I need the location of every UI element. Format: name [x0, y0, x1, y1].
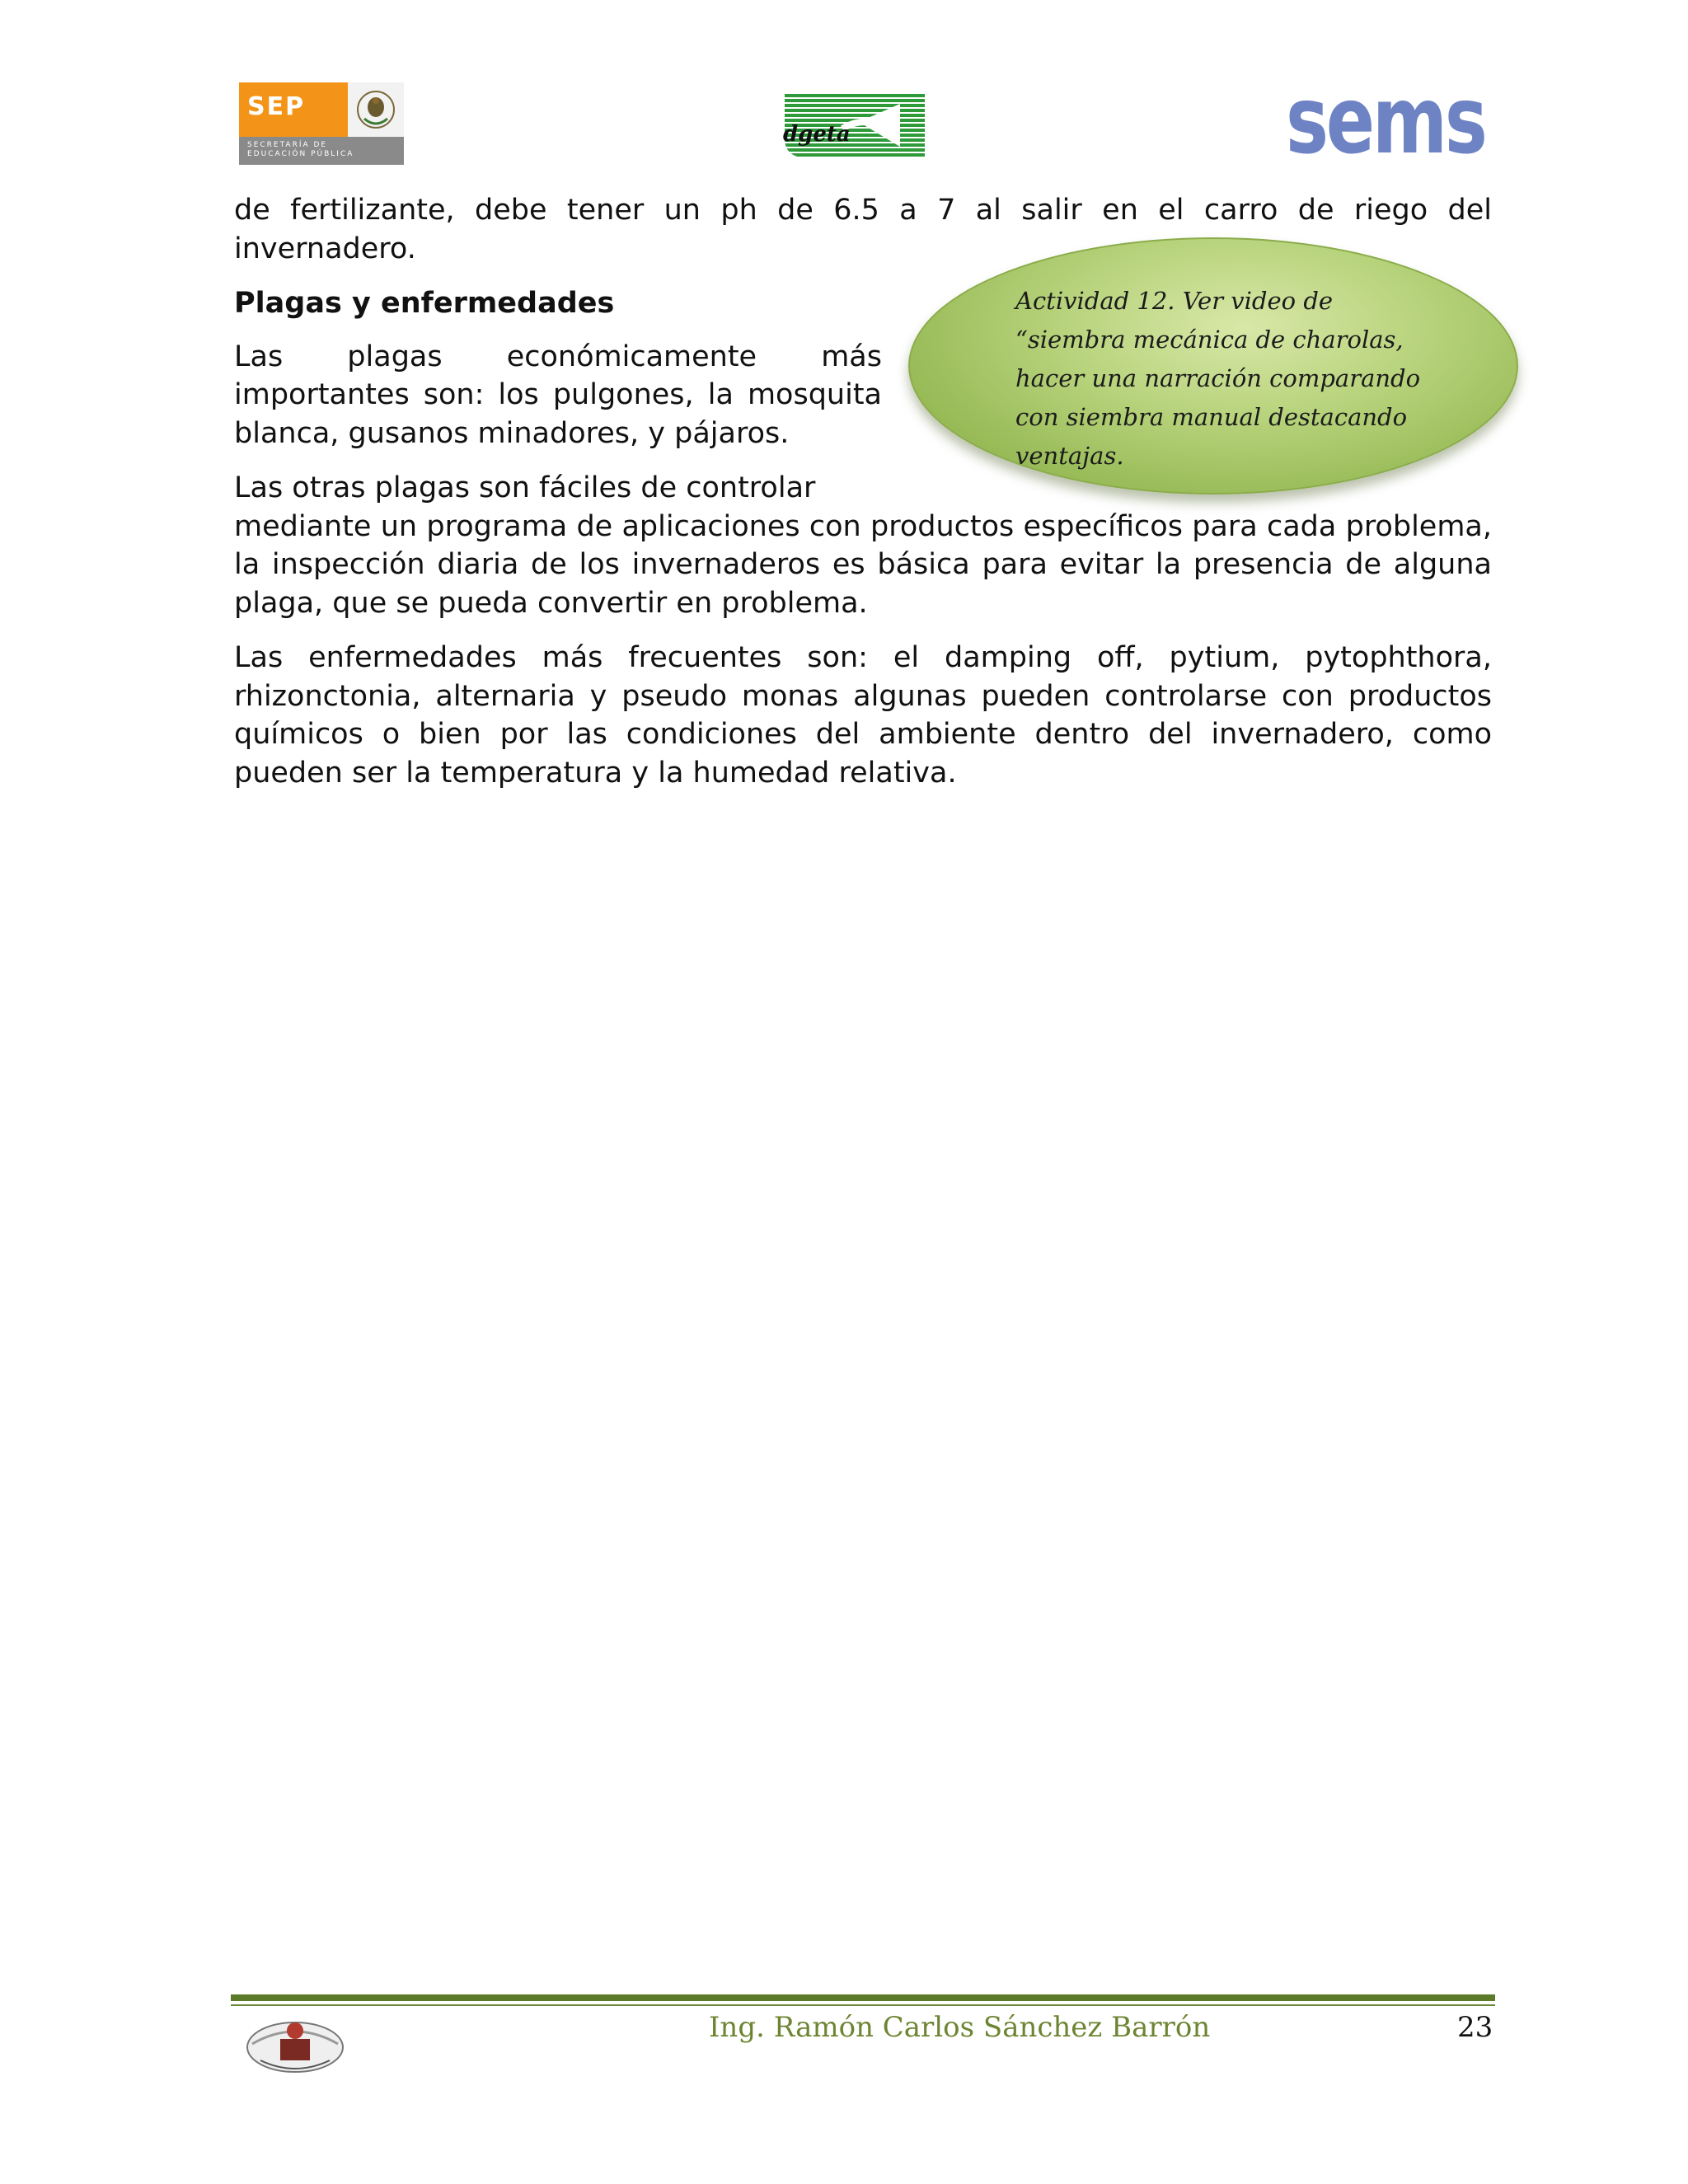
mexico-coat-of-arms-icon — [348, 82, 404, 137]
paragraph-other-pests-lead: Las otras plagas son fáciles de controlar — [234, 471, 816, 504]
paragraph-fertilizer: de fertilizante, debe tener un ph de 6.5 a 7 al salir en el carro de riego del invernadero. — [234, 194, 1492, 265]
paragraph-other-pests: mediante un programa de aplicaciones con productos específicos para cada problema, la inspección diaria de los invernaderos es básica para evitar la presencia de alguna plaga, que se pueda convertir en problema. — [234, 509, 1492, 620]
dgeta-logo — [776, 89, 933, 162]
sep-logo-subtitle: SECRETARÍA DE EDUCACIÓN PÚBLICA — [247, 141, 354, 158]
footer-divider — [231, 1994, 1495, 2001]
paragraph-pests: Las plagas económicamente más importantes son: los pulgones, la mosquita blanca, gusanos minadores, y pájaros. — [234, 340, 882, 450]
paragraph-diseases: Las enfermedades más frecuentes son: el damping off, pytium, pytophthora, rhizonctonia, alternaria y pseudo monas algunas pueden controlarse con productos químicos o bien por las condiciones del ambiente dentro del invernadero, como pueden ser la temperatura y la humedad relativa. — [234, 641, 1492, 790]
sep-logo-text: SEP — [247, 92, 306, 121]
sems-logo: sems — [1286, 68, 1485, 175]
dgeta-logo-text: dgeta — [783, 122, 851, 147]
page-header — [0, 0, 1688, 173]
activity-callout — [908, 237, 1518, 494]
footer-author: Ing. Ramón Carlos Sánchez Barrón — [709, 2011, 1211, 2044]
footer-divider-thin — [231, 2004, 1495, 2006]
school-crest-icon — [244, 2011, 346, 2077]
activity-callout-text: Actividad 12. Ver video de “siembra mecánica de charolas, hacer una narración comparando con siembra manual destacando ventajas. — [1015, 287, 1421, 470]
sep-logo — [239, 82, 404, 165]
section-heading: Plagas y enfermedades — [234, 287, 615, 320]
page-number: 23 — [1457, 2011, 1493, 2044]
